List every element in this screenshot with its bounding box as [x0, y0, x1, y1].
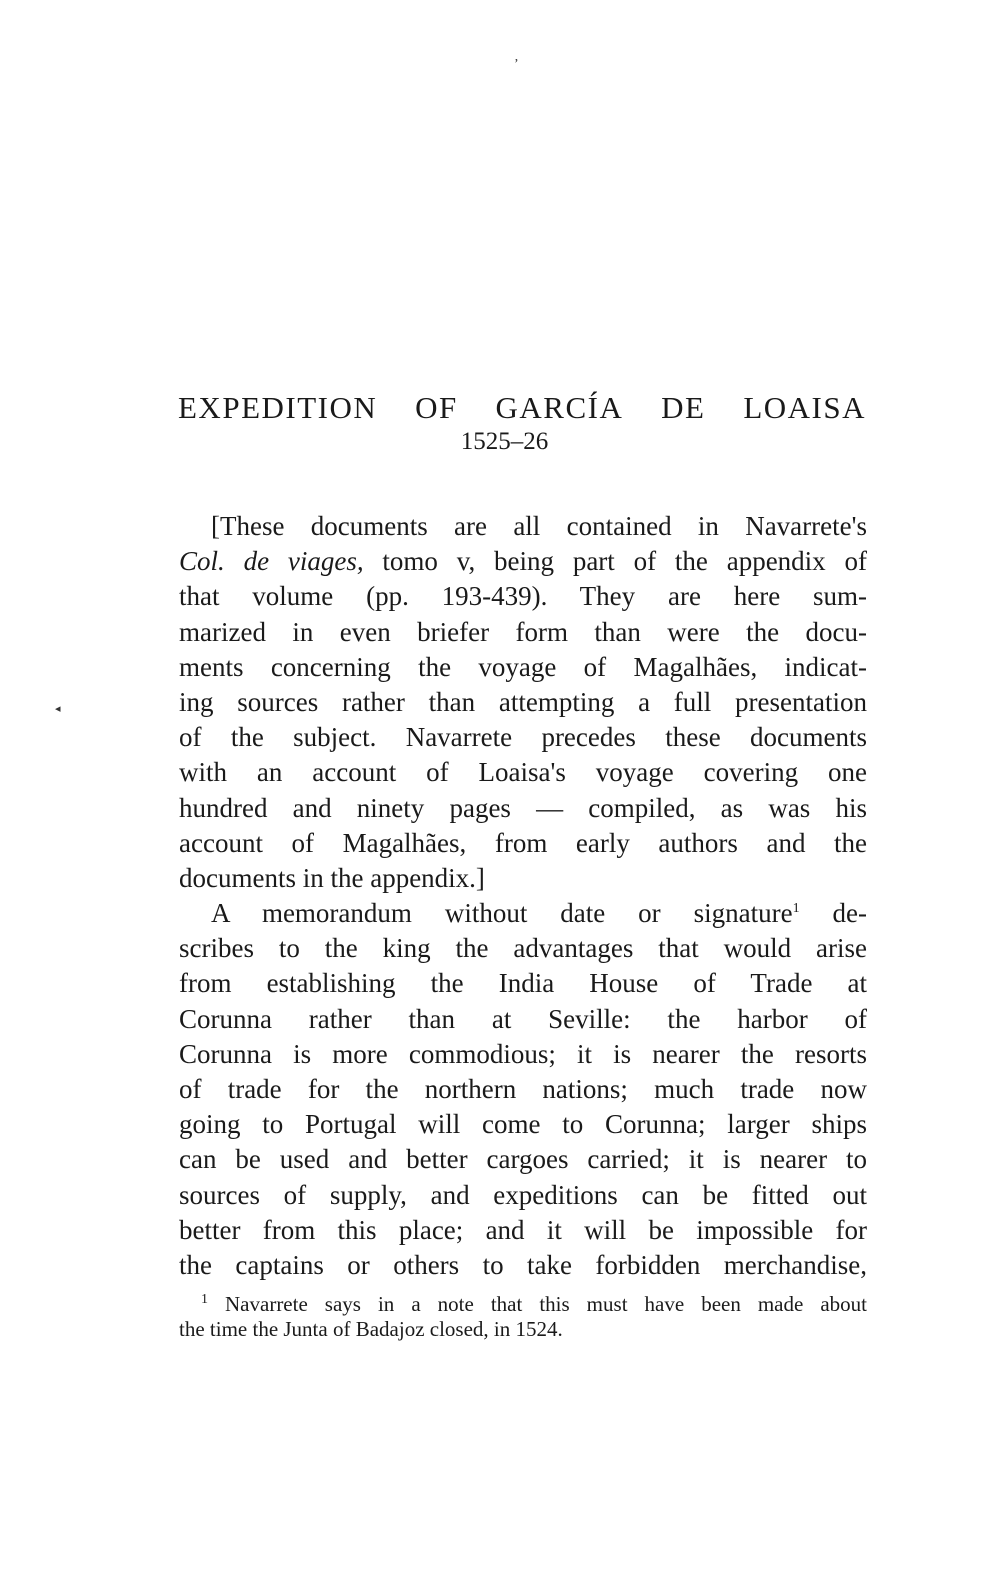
intro-paragraph — [179, 509, 867, 896]
text-fragment: tomo v, being part of the appendix of — [363, 546, 867, 577]
text-line: can be used and better cargoes carried; it is nearer to — [179, 1144, 867, 1175]
footnote-line — [179, 1292, 867, 1317]
text-line: account of Magalhães, from early authors and the — [179, 827, 867, 858]
title-word: GARCÍA — [495, 390, 624, 425]
italic-title: Col. de viages, — [179, 546, 364, 577]
ink-speck-left: ◂ — [55, 703, 61, 715]
text-line: going to Portugal will come to Corunna; larger ships — [179, 1109, 867, 1140]
text-line: ing sources rather than attempting a full presentation — [179, 686, 867, 717]
footnote-line: the time the Junta of Badajoz closed, in 1524. — [179, 1317, 563, 1341]
text-line: Corunna rather than at Seville: the harbor of — [179, 1003, 867, 1034]
text-line: of trade for the northern nations; much trade now — [179, 1073, 867, 1104]
text-line: with an account of Loaisa's voyage covering one — [179, 757, 867, 788]
main-paragraph — [179, 896, 867, 1283]
text-fragment: de- — [799, 898, 868, 928]
text-fragment: Navarrete says in a note that this must have been made about — [208, 1292, 867, 1316]
chapter-years: 1525–26 — [460, 428, 549, 455]
text-line — [179, 896, 867, 931]
text-line: marized in even briefer form than were the docu- — [179, 616, 867, 647]
text-line: hundred and ninety pages — compiled, as was his — [179, 792, 867, 823]
text-line: from establishing the India House of Trade at — [179, 968, 867, 999]
footnote — [179, 1292, 867, 1342]
text-line: ments concerning the voyage of Magalhães, indicat- — [179, 651, 867, 682]
text-line: of the subject. Navarrete precedes these documents — [179, 722, 867, 753]
title-word: DE — [661, 390, 706, 425]
text-line: Corunna is more commodious; it is nearer the resorts — [179, 1038, 867, 1069]
title-word: LOAISA — [743, 390, 866, 425]
text-line: that volume (pp. 193-439). They are here sum- — [179, 581, 867, 612]
footnote-number: 1 — [201, 1292, 208, 1307]
text-line: scribes to the king the advantages that would arise — [179, 933, 867, 964]
title-word: EXPEDITION — [178, 390, 378, 425]
text-line: [These documents are all contained in Navarrete's — [211, 511, 867, 541]
ink-speck-top: ʼ — [514, 57, 519, 72]
text-line: sources of supply, and expeditions can be fitted out — [179, 1179, 867, 1210]
text-line: better from this place; and it will be impossible for — [179, 1214, 867, 1245]
footnote-marker: 1 — [792, 901, 800, 916]
text-fragment: A memorandum without date or signature — [211, 898, 793, 928]
text-line — [179, 544, 867, 579]
text-line: the captains or others to take forbidden merchandise, — [179, 1249, 867, 1280]
text-line: documents in the appendix.] — [179, 862, 485, 893]
title-word: OF — [415, 390, 458, 425]
